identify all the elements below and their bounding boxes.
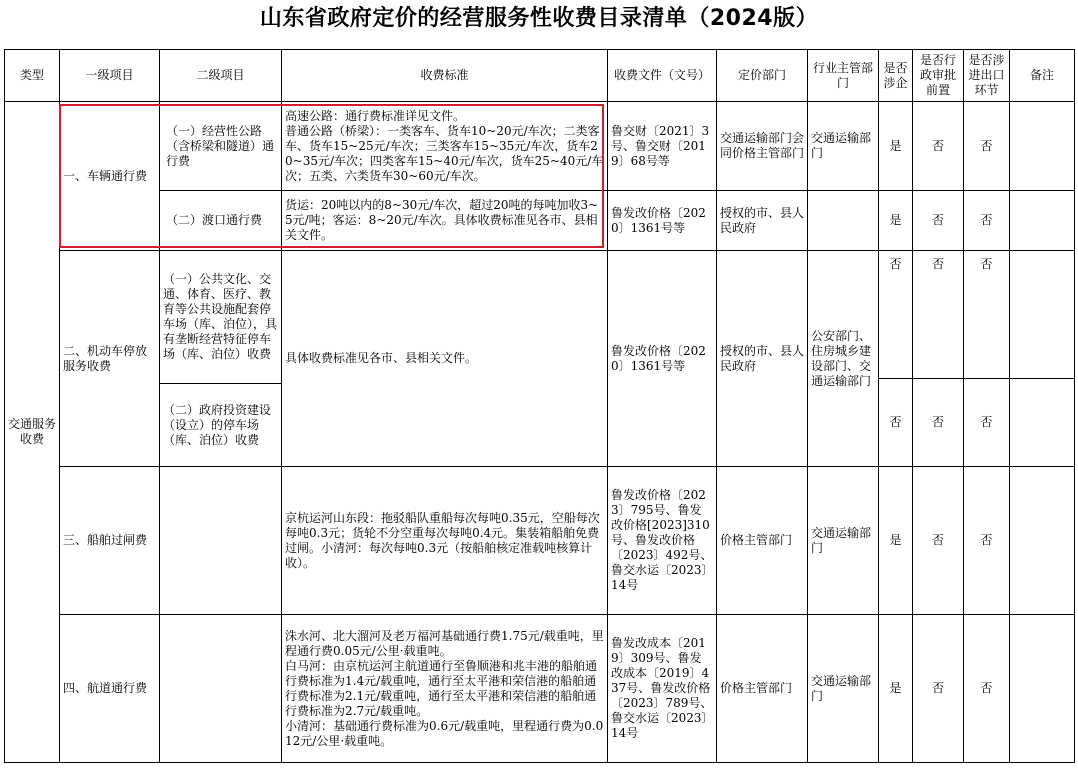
approval-cell: 否 bbox=[913, 102, 964, 191]
dept-cell: 授权的市、县人民政府 bbox=[717, 191, 808, 251]
export-cell: 否 bbox=[964, 191, 1010, 251]
level1-cell: 一、车辆通行费 bbox=[60, 102, 160, 251]
level1-cell: 二、机动车停放服务收费 bbox=[60, 251, 160, 467]
header-type: 类型 bbox=[5, 50, 60, 102]
dept-cell: 价格主管部门 bbox=[717, 615, 808, 763]
table-row bbox=[5, 102, 1075, 191]
approval-cell: 否 bbox=[913, 191, 964, 251]
standard-cell: 京杭运河山东段：拖驳船队重船每次每吨0.35元，空船每次每吨0.3元；货轮不分空重每次每吨0.4元。集装箱船舶免费过闸。小清河：每次每吨0.3元（按船舶核定准载吨核算计收）。 bbox=[282, 467, 608, 615]
table-row bbox=[5, 615, 1075, 763]
industry-cell: 交通运输部门 bbox=[808, 467, 879, 615]
level2-cell: （一）经营性公路（含桥梁和隧道）通行费 bbox=[160, 102, 282, 191]
header-doc: 收费文件（文号） bbox=[608, 50, 717, 102]
export-cell: 否 bbox=[964, 379, 1010, 467]
remark-cell bbox=[1010, 102, 1075, 191]
enterprise-cell: 是 bbox=[879, 467, 913, 615]
enterprise-cell: 是 bbox=[879, 102, 913, 191]
header-level1: 一级项目 bbox=[60, 50, 160, 102]
category-cell: 交通服务收费 bbox=[5, 102, 60, 763]
header-remark: 备注 bbox=[1010, 50, 1075, 102]
header-dept: 定价部门 bbox=[717, 50, 808, 102]
level2-cell: （二）政府投资建设（设立）的停车场（库、泊位）收费 bbox=[160, 384, 282, 467]
level2-cell bbox=[160, 615, 282, 763]
approval-cell: 否 bbox=[913, 379, 964, 467]
header-level2: 二级项目 bbox=[160, 50, 282, 102]
doc-cell: 鲁发改成本〔2019〕309号、鲁发改成本〔2019〕437号、鲁发改价格〔2023〕789号、鲁交水运〔2023〕14号 bbox=[608, 615, 717, 763]
remark-cell bbox=[1010, 467, 1075, 615]
remark-cell bbox=[1010, 251, 1075, 379]
header-industry: 行业主管部门 bbox=[808, 50, 879, 102]
dept-cell: 授权的市、县人民政府 bbox=[717, 251, 808, 467]
table-row bbox=[5, 467, 1075, 615]
level2-cell bbox=[160, 467, 282, 615]
approval-cell: 否 bbox=[913, 467, 964, 615]
table-row bbox=[5, 251, 1075, 316]
doc-cell: 鲁交财〔2021〕3号、鲁交财〔2019〕68号等 bbox=[608, 102, 717, 191]
dept-cell: 价格主管部门 bbox=[717, 467, 808, 615]
standard-cell: 洙水河、北大溜河及老万福河基础通行费1.75元/载重吨，里程通行费0.05元/公里·载重吨。 白马河：由京杭运河主航道通行至鲁顺港和兆丰港的船舶通行费标准为1.4元/载重吨，通行至太平港和荣信港的船舶通行费标准为2.1元/载重吨，通行至太平港和荣信港的船舶通行费标准为2.7元/载重吨。 小清河：基础通行费标准为0.6元/载重吨，里程通行费为0.012元/公里·载重吨。 bbox=[282, 615, 608, 763]
header-approval: 是否行政审批前置 bbox=[913, 50, 964, 102]
header-standard: 收费标准 bbox=[282, 50, 608, 102]
level2-cell: （一）公共文化、交通、体育、医疗、教育等公共设施配套停车场（库、泊位），具有垄断经营特征停车场（库、泊位）收费 bbox=[160, 251, 282, 384]
fee-catalog-table bbox=[4, 49, 1075, 763]
export-cell: 否 bbox=[964, 251, 1010, 379]
standard-cell: 具体收费标准见各市、县相关文件。 bbox=[282, 251, 608, 467]
approval-cell: 否 bbox=[913, 251, 964, 379]
level1-cell: 三、船舶过闸费 bbox=[60, 467, 160, 615]
industry-cell: 公安部门、住房城乡建设部门、交通运输部门 bbox=[808, 251, 879, 467]
level1-cell: 四、航道通行费 bbox=[60, 615, 160, 763]
remark-cell bbox=[1010, 615, 1075, 763]
approval-cell: 否 bbox=[913, 615, 964, 763]
enterprise-cell: 否 bbox=[879, 379, 913, 467]
remark-cell bbox=[1010, 191, 1075, 251]
level2-cell: （二）渡口通行费 bbox=[160, 191, 282, 251]
table-row bbox=[5, 191, 1075, 251]
doc-cell: 鲁发改价格〔2020〕1361号等 bbox=[608, 251, 717, 467]
export-cell: 否 bbox=[964, 615, 1010, 763]
industry-cell: 交通运输部门 bbox=[808, 615, 879, 763]
industry-cell bbox=[808, 191, 879, 251]
header-export: 是否涉进出口环节 bbox=[964, 50, 1010, 102]
header-enterprise: 是否涉企 bbox=[879, 50, 913, 102]
enterprise-cell: 否 bbox=[879, 251, 913, 379]
standard-cell: 高速公路：通行费标准详见文件。 普通公路（桥梁）：一类客车、货车10~20元/车次；二类客车、货车15~25元/车次；三类客车15~35元/车次，货车20~35元/车次；四类客车15~40元/车次，货车25~40元/车次；五类、六类货车30~60元/车次。 bbox=[282, 102, 608, 191]
dept-cell: 交通运输部门会同价格主管部门 bbox=[717, 102, 808, 191]
export-cell: 否 bbox=[964, 467, 1010, 615]
doc-cell: 鲁发改价格〔2020〕1361号等 bbox=[608, 191, 717, 251]
industry-cell: 交通运输部门 bbox=[808, 102, 879, 191]
export-cell: 否 bbox=[964, 102, 1010, 191]
remark-cell bbox=[1010, 379, 1075, 467]
page-title: 山东省政府定价的经营服务性收费目录清单（2024版） bbox=[259, 6, 819, 31]
standard-cell: 货运：20吨以内的8~30元/车次，超过20吨的每吨加收3~5元/吨；客运：8~20元/车次。具体收费标准见各市、县相关文件。 bbox=[282, 191, 608, 251]
doc-cell: 鲁发改价格〔2023〕795号、鲁发改价格[2023]310号、鲁发改价格〔2023〕492号、鲁交水运〔2023〕14号 bbox=[608, 467, 717, 615]
header-row bbox=[5, 50, 1075, 102]
enterprise-cell: 是 bbox=[879, 191, 913, 251]
enterprise-cell: 是 bbox=[879, 615, 913, 763]
